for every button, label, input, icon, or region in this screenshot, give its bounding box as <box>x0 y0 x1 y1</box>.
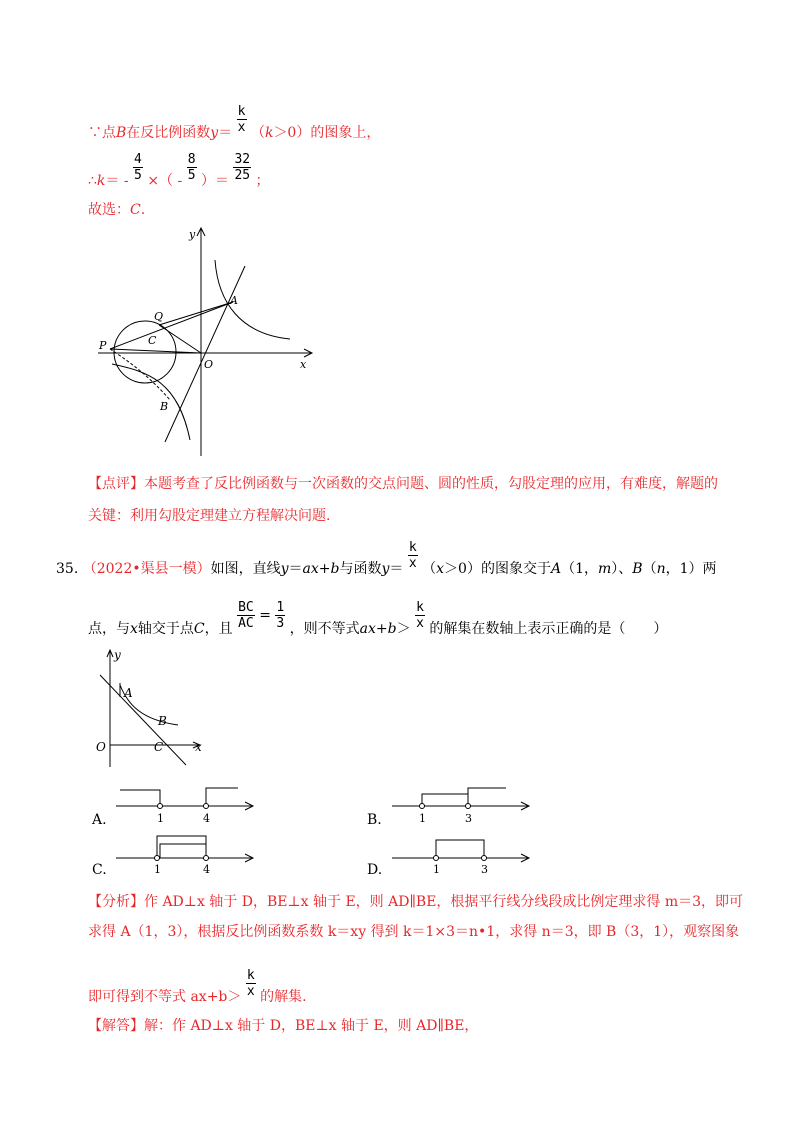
option-c-label[interactable]: C. <box>92 862 107 878</box>
solution-line-2: ∴k＝ - $\frac{4}{5}$ ×（ - $\frac{8}{5}$ ）＝ $\frac{32}{25}$ ； <box>88 152 270 189</box>
point-c-4 <box>204 856 209 861</box>
label-y: y <box>189 228 196 241</box>
dashed-pb <box>110 349 170 400</box>
range-a-right <box>206 788 238 806</box>
comment-line-2: 关键：利用勾股定理建立方程解决问题. <box>88 508 331 524</box>
label-b: B <box>160 400 169 413</box>
line-ax-b <box>100 675 186 765</box>
hyperbola-branch-lower <box>112 364 190 440</box>
question-source: （2022•渠县一模） <box>82 560 211 577</box>
question-35-line-2: 点，与x轴交于点C，且 $\frac{BC}{AC}$ = $\frac{1}{3}$ ，则不等式ax+b＞ $\frac{k}{x}$ 的解集在数轴上表示正确的是（ ） <box>88 600 668 637</box>
figure-circle-hyperbola <box>90 222 320 458</box>
tick-a-1: 1 <box>157 812 164 825</box>
answer-line: 【解答】解：作 AD⊥x 轴于 D，BE⊥x 轴于 E，则 AD∥BE， <box>88 1018 479 1034</box>
range-b-top <box>468 788 506 794</box>
tick-b-3: 3 <box>465 812 472 825</box>
comment-line-1: 【点评】本题考查了反比例函数与一次函数的交点问题、圆的性质，勾股定理的应用，有难度，解题的 <box>88 476 718 492</box>
label-c-2: C <box>154 740 164 754</box>
label-q: Q <box>154 310 164 323</box>
analysis-line-2: 求得 A（1，3），根据反比例函数系数 k＝xy 得到 k＝1×3＝n•1，求得 n＝3，即 B（3，1），观察图象 <box>88 924 740 940</box>
range-b <box>422 794 468 806</box>
tick-d-3: 3 <box>481 863 488 876</box>
analysis-line-3: 即可得到不等式 ax+b＞ $\frac{k}{x}$ 的解集. <box>88 968 307 1005</box>
option-d-label[interactable]: D. <box>367 862 383 878</box>
option-a-numberline[interactable] <box>112 778 262 828</box>
tick-c-4: 4 <box>203 863 210 876</box>
question-35-line-1: 35. （2022•渠县一模）如图，直线y＝ax+b与函数y＝ $\frac{k}{x}$ （x＞0）的图象交于A（1，m）、B（n，1）两 <box>56 540 717 577</box>
range-a-left <box>120 790 160 806</box>
label-a: A <box>230 294 238 307</box>
point-a-1 <box>158 804 163 809</box>
tick-b-1: 1 <box>419 812 426 825</box>
figure-line-hyperbola <box>90 645 220 770</box>
label-b-2: B <box>158 714 167 728</box>
fraction-k-over-x-analysis: $\frac{k}{x}$ <box>246 968 255 999</box>
segment-qo <box>159 325 201 353</box>
fraction-k-over-x: $\frac{k}{x}$ <box>237 104 246 135</box>
option-b-numberline[interactable] <box>388 778 538 828</box>
solution-choice: 故选：C. <box>88 202 146 218</box>
label-o-2: O <box>96 740 106 754</box>
option-b-label[interactable]: B. <box>367 812 382 828</box>
line-through-origin <box>165 266 245 442</box>
fraction-k-over-x-q35: $\frac{k}{x}$ <box>408 540 417 571</box>
point-d-3 <box>482 856 487 861</box>
label-a-2: A <box>124 686 133 700</box>
point-c-1 <box>155 856 160 861</box>
fraction-4-5: $\frac{4}{5}$ <box>134 152 142 183</box>
tick-c-1: 1 <box>154 863 161 876</box>
tick-d-1: 1 <box>433 863 440 876</box>
fraction-k-over-x-ineq: $\frac{k}{x}$ <box>416 600 424 631</box>
analysis-line-1: 【分析】作 AD⊥x 轴于 D，BE⊥x 轴于 E，则 AD∥BE，根据平行线分线段成比例定理求得 m＝3，即可 <box>88 894 744 910</box>
segment-qa <box>159 302 233 325</box>
point-a-4 <box>204 804 209 809</box>
point-d-1 <box>434 856 439 861</box>
option-c-numberline[interactable] <box>112 828 262 878</box>
fraction-bc-ac: $\frac{BC}{AC}$ <box>238 600 254 631</box>
range-c-outer <box>157 836 206 858</box>
solution-line-1: ∵点B在反比例函数y＝ $\frac{k}{x}$ （k＞0）的图象上， <box>88 104 381 141</box>
range-c-inner <box>160 844 206 858</box>
hyperbola-branch-upper <box>215 260 290 339</box>
question-number: 35. <box>56 560 79 577</box>
label-x-2: x <box>195 740 202 754</box>
fraction-32-25: $\frac{32}{25}$ <box>234 152 251 183</box>
fraction-1-3: $\frac{1}{3}$ <box>276 600 285 631</box>
range-d <box>436 840 484 858</box>
fraction-8-5: $\frac{8}{5}$ <box>187 152 196 183</box>
point-b-3 <box>466 804 471 809</box>
point-b-1 <box>420 804 425 809</box>
option-a-label[interactable]: A. <box>92 812 107 828</box>
label-c: C <box>148 334 157 347</box>
label-p: P <box>99 339 107 352</box>
label-o: O <box>204 358 214 371</box>
tick-a-4: 4 <box>203 812 210 825</box>
option-d-numberline[interactable] <box>388 828 538 878</box>
segment-po <box>110 349 201 353</box>
label-y-2: y <box>114 648 121 662</box>
label-x: x <box>300 358 307 371</box>
